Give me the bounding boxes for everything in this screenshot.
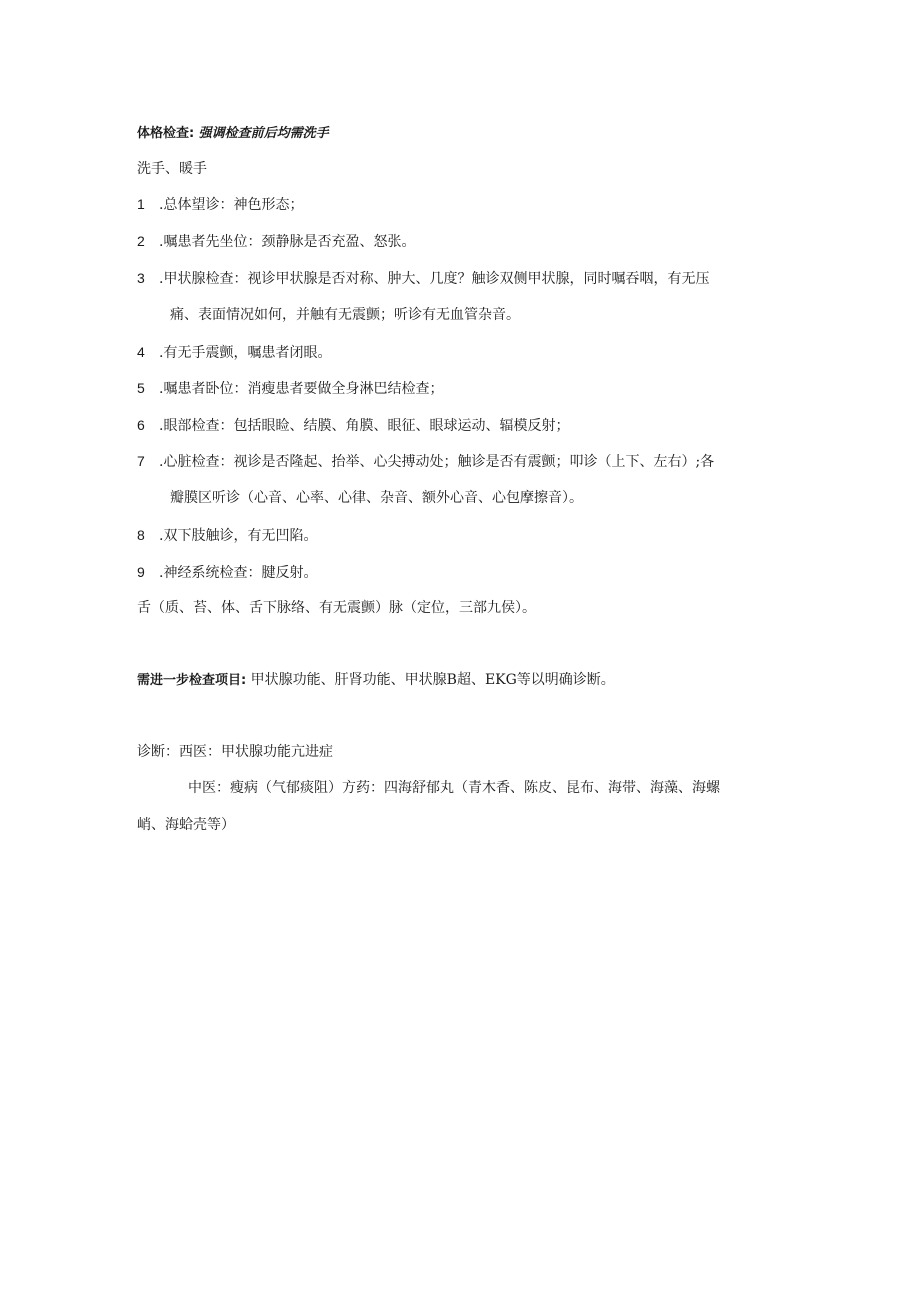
item-text: .总体望诊：神色形态； — [159, 197, 304, 213]
exam-item-3 — [137, 268, 709, 289]
exam-item-3-continued: 痛、表面情况如何，并触有无震颤；听诊有无血管杂音。 — [170, 307, 520, 323]
exam-item-8 — [137, 525, 317, 546]
exam-item-4 — [137, 342, 331, 363]
further-tests-label: 需进一步检查项目: — [137, 673, 247, 688]
item-text: .嘱患者卧位：消瘦患者要做全身淋巴结检查； — [159, 381, 444, 397]
item-number: 9 — [137, 564, 145, 580]
diagnosis-tcm-line-1: 中医：瘦病（气郁痰阻）方药：四海舒郁丸（青木香、陈皮、昆布、海带、海藻、海螺 — [188, 780, 720, 796]
item-text: .有无手震颤，嘱患者闭眼。 — [159, 345, 332, 361]
physical-exam-note: 强调检查前后均需洗手 — [198, 126, 329, 141]
physical-exam-heading — [137, 123, 329, 144]
item-number: 1 — [137, 196, 145, 212]
exam-item-7 — [137, 451, 714, 472]
exam-item-9 — [137, 562, 317, 583]
exam-item-5 — [137, 378, 443, 399]
item-number: 8 — [137, 527, 145, 543]
diagnosis-tcm-line-2: 峭、海蛤壳等） — [137, 817, 235, 833]
item-number: 7 — [137, 453, 145, 469]
exam-item-6 — [137, 415, 569, 436]
item-text: .双下肢触诊，有无凹陷。 — [159, 528, 318, 544]
item-number: 4 — [137, 344, 145, 360]
exam-item-7-continued: 瓣膜区听诊（心音、心率、心律、杂音、额外心音、心包摩擦音）。 — [170, 490, 583, 506]
item-number: 2 — [137, 233, 145, 249]
item-text: .眼部检查：包括眼睑、结膜、角膜、眼征、眼球运动、辐模反射； — [159, 418, 570, 434]
item-text: .嘱患者先坐位：颈静脉是否充盈、怒张。 — [159, 234, 416, 250]
further-tests-text: 甲状腺功能、肝肾功能、甲状腺B超、EKG等以明确诊断。 — [250, 672, 615, 688]
item-number: 6 — [137, 417, 145, 433]
item-number: 5 — [137, 380, 145, 396]
physical-exam-label: 体格检查: — [137, 126, 195, 141]
diagnosis-western: 诊断：西医：甲状腺功能亢进症 — [137, 744, 333, 760]
exam-item-2 — [137, 231, 415, 252]
item-text: .神经系统检查：腱反射。 — [159, 565, 318, 581]
tongue-pulse-line: 舌（质、苔、体、舌下脉络、有无震颤）脉（定位，三部九侯）。 — [137, 600, 536, 616]
item-text: .甲状腺检查：视诊甲状腺是否对称、肿大、几度？触诊双侧甲状腺，同时嘱吞咽，有无压 — [159, 271, 710, 287]
item-number: 3 — [137, 270, 145, 286]
exam-item-1 — [137, 194, 303, 215]
further-tests-line — [137, 670, 615, 691]
item-text: .心脏检查：视诊是否隆起、抬举、心尖搏动处；触诊是否有震颤；叩诊（上下、左右）;各 — [159, 454, 715, 470]
wash-hands-line: 洗手、暖手 — [137, 161, 207, 177]
